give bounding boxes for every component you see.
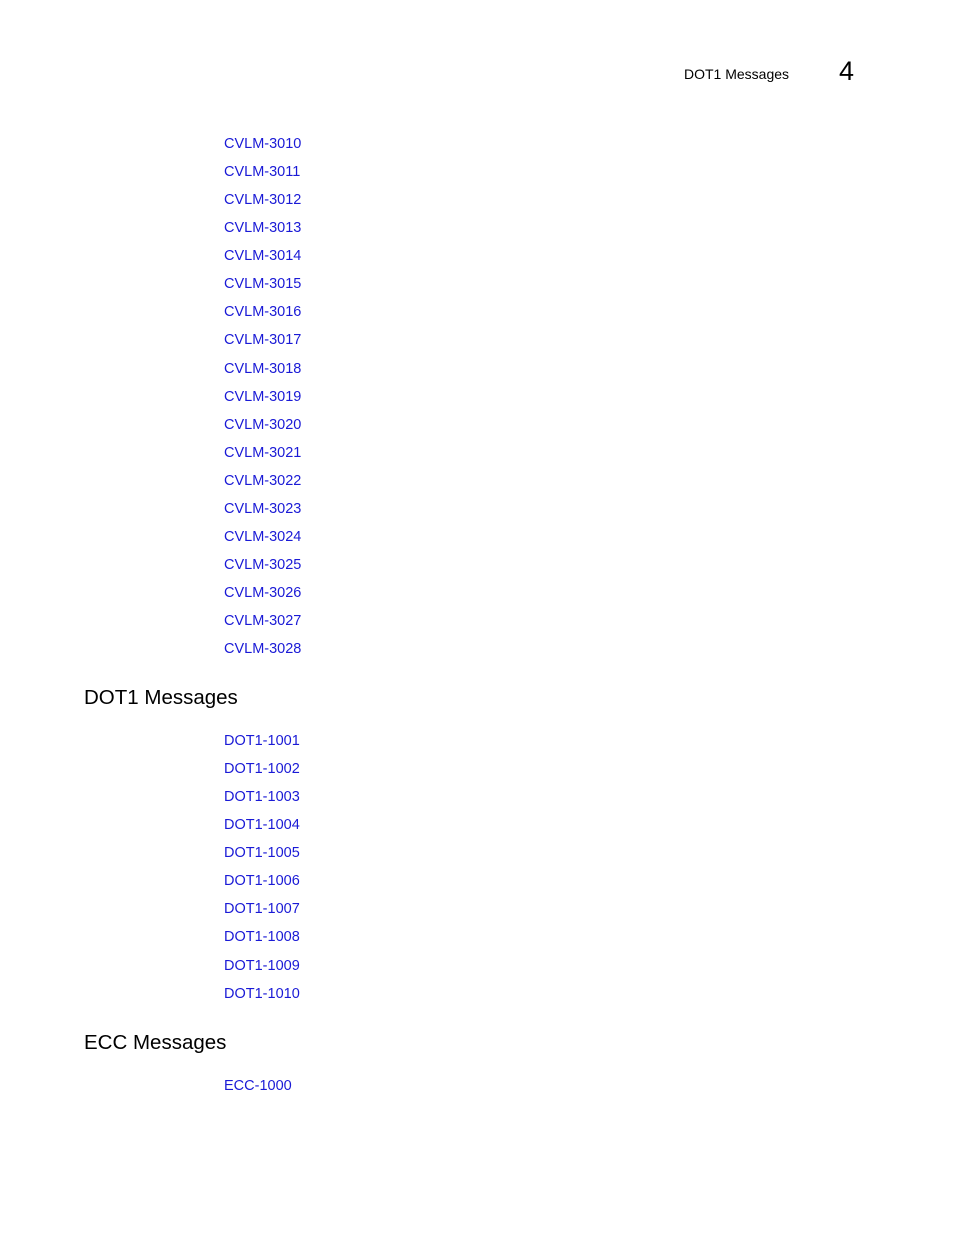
list-item <box>224 761 300 789</box>
message-link-dot1-1003[interactable]: DOT1-1003 <box>224 789 300 806</box>
list-item <box>224 332 301 360</box>
message-link-cvlm-3012[interactable]: CVLM-3012 <box>224 192 302 209</box>
message-link-dot1-1007[interactable]: DOT1-1007 <box>224 901 300 918</box>
list-item <box>224 817 300 845</box>
message-link-cvlm-3017[interactable]: CVLM-3017 <box>224 332 302 349</box>
message-link-cvlm-3018[interactable]: CVLM-3018 <box>224 360 302 377</box>
list-item <box>224 845 300 873</box>
message-link-cvlm-3021[interactable]: CVLM-3021 <box>224 444 302 461</box>
list-item <box>224 192 301 220</box>
list-item <box>224 929 300 957</box>
section-heading-dot1: DOT1 Messages <box>84 686 238 709</box>
list-item <box>224 248 301 276</box>
section-heading-ecc: ECC Messages <box>84 1031 227 1054</box>
list-item <box>224 557 301 585</box>
message-link-cvlm-3020[interactable]: CVLM-3020 <box>224 416 302 433</box>
list-item <box>224 641 301 669</box>
message-link-cvlm-3011[interactable]: CVLM-3011 <box>224 164 301 181</box>
dot1-message-list <box>224 733 300 1014</box>
message-link-dot1-1008[interactable]: DOT1-1008 <box>224 929 300 946</box>
message-link-cvlm-3016[interactable]: CVLM-3016 <box>224 304 302 321</box>
message-link-dot1-1002[interactable]: DOT1-1002 <box>224 761 300 778</box>
list-item <box>224 445 301 473</box>
list-item <box>224 220 301 248</box>
message-link-dot1-1001[interactable]: DOT1-1001 <box>224 733 300 749</box>
message-link-dot1-1005[interactable]: DOT1-1005 <box>224 845 300 862</box>
cvlm-message-list <box>224 136 301 669</box>
message-link-cvlm-3024[interactable]: CVLM-3024 <box>224 528 302 545</box>
list-item <box>224 613 301 641</box>
list-item <box>224 389 301 417</box>
list-item <box>224 473 301 501</box>
ecc-message-list <box>224 1078 292 1106</box>
list-item <box>224 276 301 304</box>
message-link-cvlm-3015[interactable]: CVLM-3015 <box>224 276 302 293</box>
message-link-cvlm-3022[interactable]: CVLM-3022 <box>224 472 302 489</box>
message-link-cvlm-3026[interactable]: CVLM-3026 <box>224 585 302 601</box>
list-item <box>224 1078 292 1106</box>
message-link-cvlm-3013[interactable]: CVLM-3013 <box>224 220 302 237</box>
running-header <box>0 56 954 96</box>
message-link-cvlm-3025[interactable]: CVLM-3025 <box>224 556 302 573</box>
message-link-cvlm-3010[interactable]: CVLM-3010 <box>224 136 302 152</box>
message-link-dot1-1010[interactable]: DOT1-1010 <box>224 985 300 1002</box>
list-item <box>224 304 301 332</box>
running-title: DOT1 Messages <box>684 66 790 82</box>
list-item <box>224 501 301 529</box>
list-item <box>224 585 301 613</box>
message-link-cvlm-3019[interactable]: CVLM-3019 <box>224 388 302 405</box>
message-link-cvlm-3028[interactable]: CVLM-3028 <box>224 641 302 658</box>
message-link-dot1-1004[interactable]: DOT1-1004 <box>224 817 300 834</box>
list-item <box>224 164 301 192</box>
message-link-dot1-1009[interactable]: DOT1-1009 <box>224 957 300 974</box>
chapter-number: 4 <box>839 56 855 86</box>
message-link-dot1-1006[interactable]: DOT1-1006 <box>224 873 300 890</box>
list-item <box>224 733 300 761</box>
list-item <box>224 529 301 557</box>
message-link-cvlm-3014[interactable]: CVLM-3014 <box>224 248 302 265</box>
list-item <box>224 901 300 929</box>
list-item <box>224 986 300 1014</box>
list-item <box>224 873 300 901</box>
list-item <box>224 136 301 164</box>
list-item <box>224 958 300 986</box>
list-item <box>224 361 301 389</box>
list-item <box>224 417 301 445</box>
list-item <box>224 789 300 817</box>
message-link-cvlm-3023[interactable]: CVLM-3023 <box>224 500 302 517</box>
message-link-cvlm-3027[interactable]: CVLM-3027 <box>224 613 302 630</box>
message-link-ecc-1000[interactable]: ECC-1000 <box>224 1078 292 1094</box>
